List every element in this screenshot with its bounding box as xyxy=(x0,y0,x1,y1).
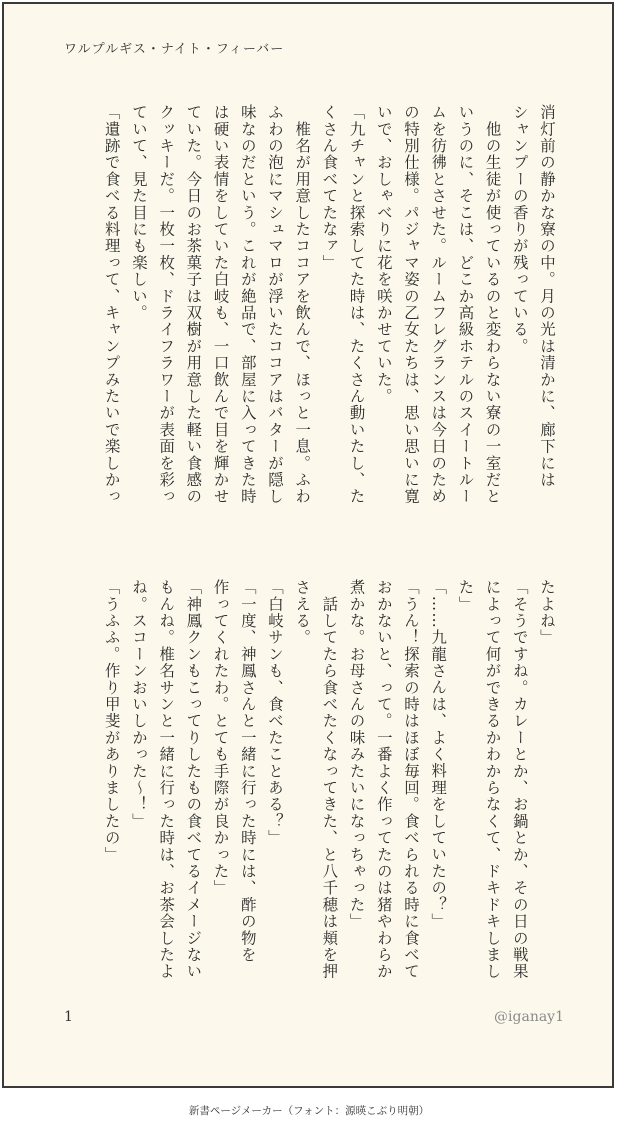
page-number: 1 xyxy=(64,1009,73,1025)
vertical-text-bottom: たよね」 「そうですね。カレーとか、お鍋とか、その日の戦果 によって何ができるかわからなくて、ドキドキしまし た」 「……九龍さんは、よく料理をしていたの？」 「うん！探索の時はほぼ毎回。食べられる時に食べて おかないと、って。一番よく作ってたのは猪やわらか 煮かな。お母さんの味みたいになっちゃった」 話してたら食べたくなってきた、と八千穂は頬を押 さえる。 「白岐サンも、食べたことある？」 「一度、神鳳さんと一緒に行った時には、酢の物を 作ってくれたわ。とても手際が良かった」 「神鳳クンもこってりしたもの食べてるイメージない もんね。椎名サンと一緒に行った時は、お茶会したよ ね。スコーンおいしかった〜！」 「うふふ。作り甲斐がありましたの」 xyxy=(102,579,556,980)
generator-credit: 新書ページメーカー（フォント：源暎こぶり明朝） xyxy=(188,1105,430,1117)
author-handle: @iganay1 xyxy=(494,1009,564,1025)
book-title: ワルプルギス・ナイト・フィーバー xyxy=(64,42,285,57)
book-page xyxy=(2,2,614,1088)
vertical-text-top: 消灯前の静かな寮の中。月の光は清かに、廊下には シャンプーの香りが残っている。 他の生徒が使っているのと変わらない寮の一室だと いうのに、そこは、どこか高級ホテルのスイートルー ムを彷彿とさせた。ルームフレグランスは今日のため の特別仕様。パジャマ姿の乙女たちは、思い思いに寛 いで、おしゃべりに花を咲かせていた。 「九チャンと探索してた時は、たくさん動いたし、た くさん食べてたなァ」 椎名が用意したココアを飲んで、ほっと一息。ふわ ふわの泡にマシュマロが浮いたココアはバターが隠し 味なのだという。これが絶品で、部屋に入ってきた時 は硬い表情をしていた白岐も、一口飲んで目を輝かせ ていた。今日のお茶菓子は双樹が用意した軽い食感の クッキーだ。一枚一枚、ドライフラワーが表面を彩っ ていて、見た目にも楽しい。 「遺跡で食べる料理って、キャンプみたいで楽しかっ xyxy=(102,104,556,505)
